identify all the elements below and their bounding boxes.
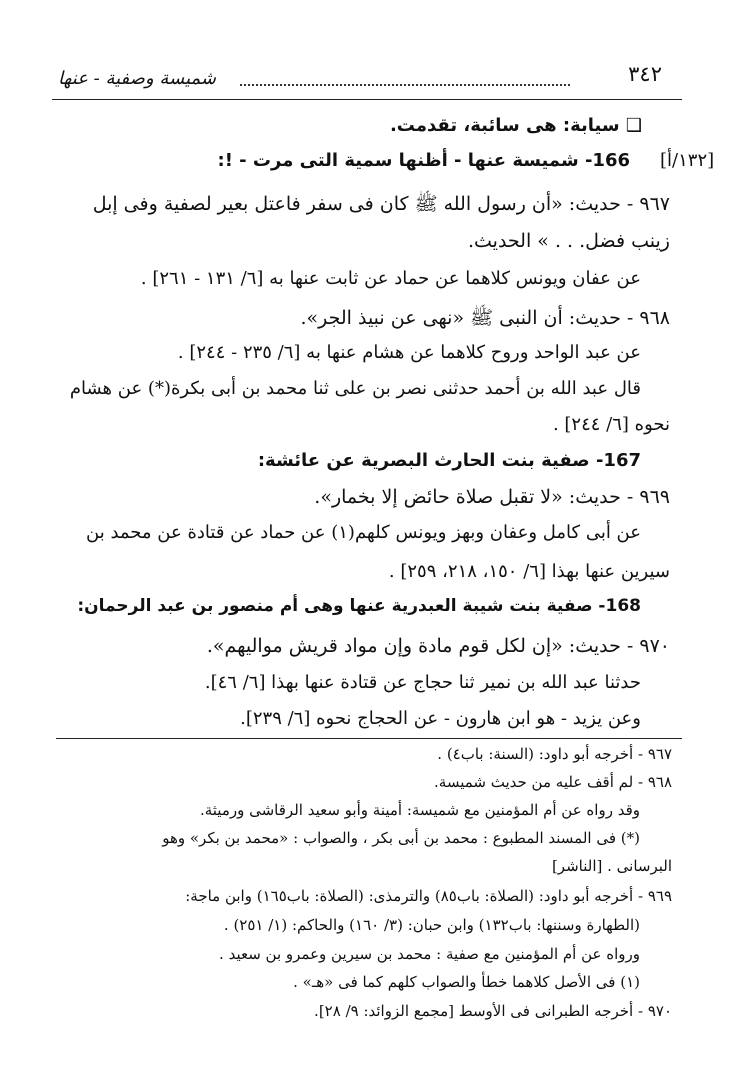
body-line: وعن يزيد - هو ابن هارون - عن الحجاج نحوه [٦/ ٢٣٩]. [240, 708, 641, 729]
entry-line-siyaba: ❑ سيابة: هى سائبة، تقدمت. [389, 115, 642, 136]
body-line: حدثنا عبد الله بن نمير ثنا حجاج عن قتادة عنها بهذا [٦/ ٤٦]. [204, 672, 641, 693]
footnote: ٩٦٩ - أخرجه أبو داود: (الصلاة: باب٨٥) والترمذى: (الصلاة: باب١٦٥) وابن ماجة: [185, 887, 672, 905]
footnote: ورواه عن أم المؤمنين مع صفية : محمد بن سيرين وعمرو بن سعيد . [219, 945, 640, 963]
footnote: (*) فى المسند المطبوع : محمد بن أبى بكر ، والصواب : «محمد بن بكر» وهو [162, 829, 640, 847]
entry-heading-167: 167- صفية بنت الحارث البصرية عن عائشة: [257, 450, 641, 471]
body-line: عن عبد الواحد وروح كلاهما عن هشام عنها به [٦/ ٢٣٥ - ٢٤٤] . [177, 342, 641, 363]
header-dotted-leader [240, 84, 570, 86]
footnote: ٩٦٨ - لم أقف عليه من حديث شميسة. [434, 773, 672, 791]
hadith-968: ٩٦٨ - حديث: أن النبى ﷺ «نهى عن نبيذ الجر». [300, 307, 670, 329]
header-rule [52, 99, 682, 100]
footnote: ٩٧٠ - أخرجه الطبرانى فى الأوسط [مجمع الزوائد: ٩/ ٢٨]. [314, 1002, 672, 1020]
hadith-969: ٩٦٩ - حديث: «لا تقبل صلاة حائض إلا بخمار». [314, 486, 670, 508]
page-number: ٣٤٢ [628, 62, 662, 86]
margin-reference: [١٣٢/أ] [660, 150, 715, 171]
body-line: عن أبى كامل وعفان وبهز ويونس كلهم(١) عن حماد عن قتادة عن محمد بن [86, 522, 641, 543]
body-line: عن عفان ويونس كلاهما عن حماد عن ثابت عنها به [٦/ ١٣١ - ٢٦١] . [140, 268, 641, 289]
body-line: سيرين عنها بهذا [٦/ ١٥٠، ٢١٨، ٢٥٩] . [388, 561, 670, 582]
footnote: ٩٦٧ - أخرجه أبو داود: (السنة: باب٤) . [437, 745, 672, 763]
footnote: وقد رواه عن أم المؤمنين مع شميسة: أمينة وأبو سعيد الرقاشى ورميثة. [199, 801, 640, 819]
footnote: (الطهارة وسننها: باب١٣٢) وابن حبان: (٣/ ١٦٠) والحاكم: (١/ ٢٥١) . [223, 916, 640, 934]
footnote: البرسانى . [الناشر] [551, 857, 672, 875]
entry-heading-168: 168- صفية بنت شيبة العبدرية عنها وهى أم منصور بن عبد الرحمان: [77, 596, 641, 616]
footnote-rule [56, 738, 682, 739]
body-line: زينب فضل. . . » الحديث. [467, 230, 670, 252]
footnote: (١) فى الأصل كلاهما خطأ والصواب كلهم كما فى «هـ» . [293, 973, 640, 991]
body-line: قال عبد الله بن أحمد حدثنى نصر بن على ثنا محمد بن أبى بكرة(*) عن هشام [69, 378, 641, 399]
entry-heading-166: 166- شميسة عنها - أظنها سمية التى مرت - !: [217, 150, 630, 171]
hadith-967: ٩٦٧ - حديث: «أن رسول الله ﷺ كان فى سفر فاعتل بعير لصفية وفى إبل [92, 193, 670, 215]
running-title: شميسة وصفية - عنها [58, 68, 216, 89]
body-line: نحوه [٦/ ٢٤٤] . [552, 414, 670, 435]
hadith-970: ٩٧٠ - حديث: «إن لكل قوم مادة وإن مواد قريش مواليهم». [206, 635, 670, 657]
